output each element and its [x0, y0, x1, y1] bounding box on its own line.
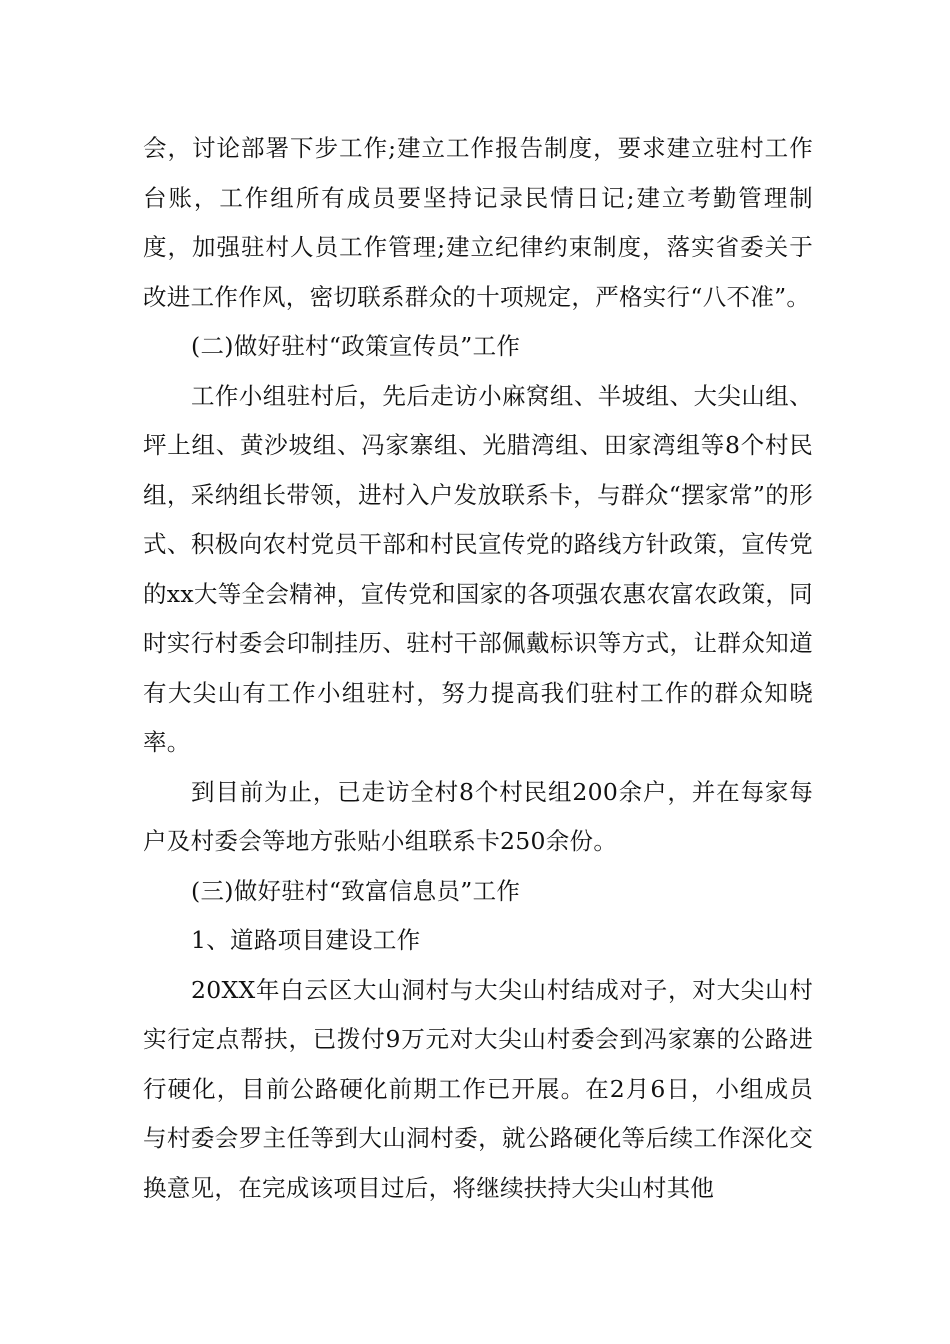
heading-wealth-information: (三)做好驻村“致富信息员”工作 [191, 876, 521, 905]
document-page [143, 124, 813, 1213]
paragraph-road-project: 20XX年白云区大山洞村与大尖山村结成对子，对大尖山村实行定点帮扶，已拨付9万元对大尖山村委会到冯家寨的公路进行硬化，目前公路硬化前期工作已开展。在2月6日，小组成员与村委会罗主任等到大山洞村委，就公路硬化等后续工作深化交换意见，在完成该项目过后，将继续扶持大尖山村其他 [143, 975, 813, 1202]
subheading-road-project: 1、道路项目建设工作 [191, 926, 421, 954]
paragraph-visit-summary: 到目前为止，已走访全村8个村民组200余户，并在每家每户及村委会等地方张贴小组联系卡250余份。 [143, 777, 813, 855]
paragraph-work-system: 会，讨论部署下步工作;建立工作报告制度，要求建立驻村工作台账，工作组所有成员要坚持记录民情日记;建立考勤管理制度，加强驻村人员工作管理;建立纪律约束制度，落实省委关于改进工作作风，密切联系群众的十项规定，严格实行“八不准”。 [143, 134, 813, 311]
heading-policy-publicity: (二)做好驻村“政策宣传员”工作 [191, 332, 521, 360]
paragraph-village-visits: 工作小组驻村后，先后走访小麻窝组、半坡组、大尖山组、坪上组、黄沙坡组、冯家寨组、光腊湾组、田家湾组等8个村民组，采纳组长带领，进村入户发放联系卡，与群众“摆家常”的形式、积极向农村党员干部和村民宣传党的路线方针政策，宣传党的xx大等全会精神，宣传党和国家的各项强农惠农富农政策，同时实行村委会印制挂历、驻村干部佩戴标识等方式，让群众知道有大尖山有工作小组驻村，努力提高我们驻村工作的群众知晓率。 [143, 381, 813, 756]
